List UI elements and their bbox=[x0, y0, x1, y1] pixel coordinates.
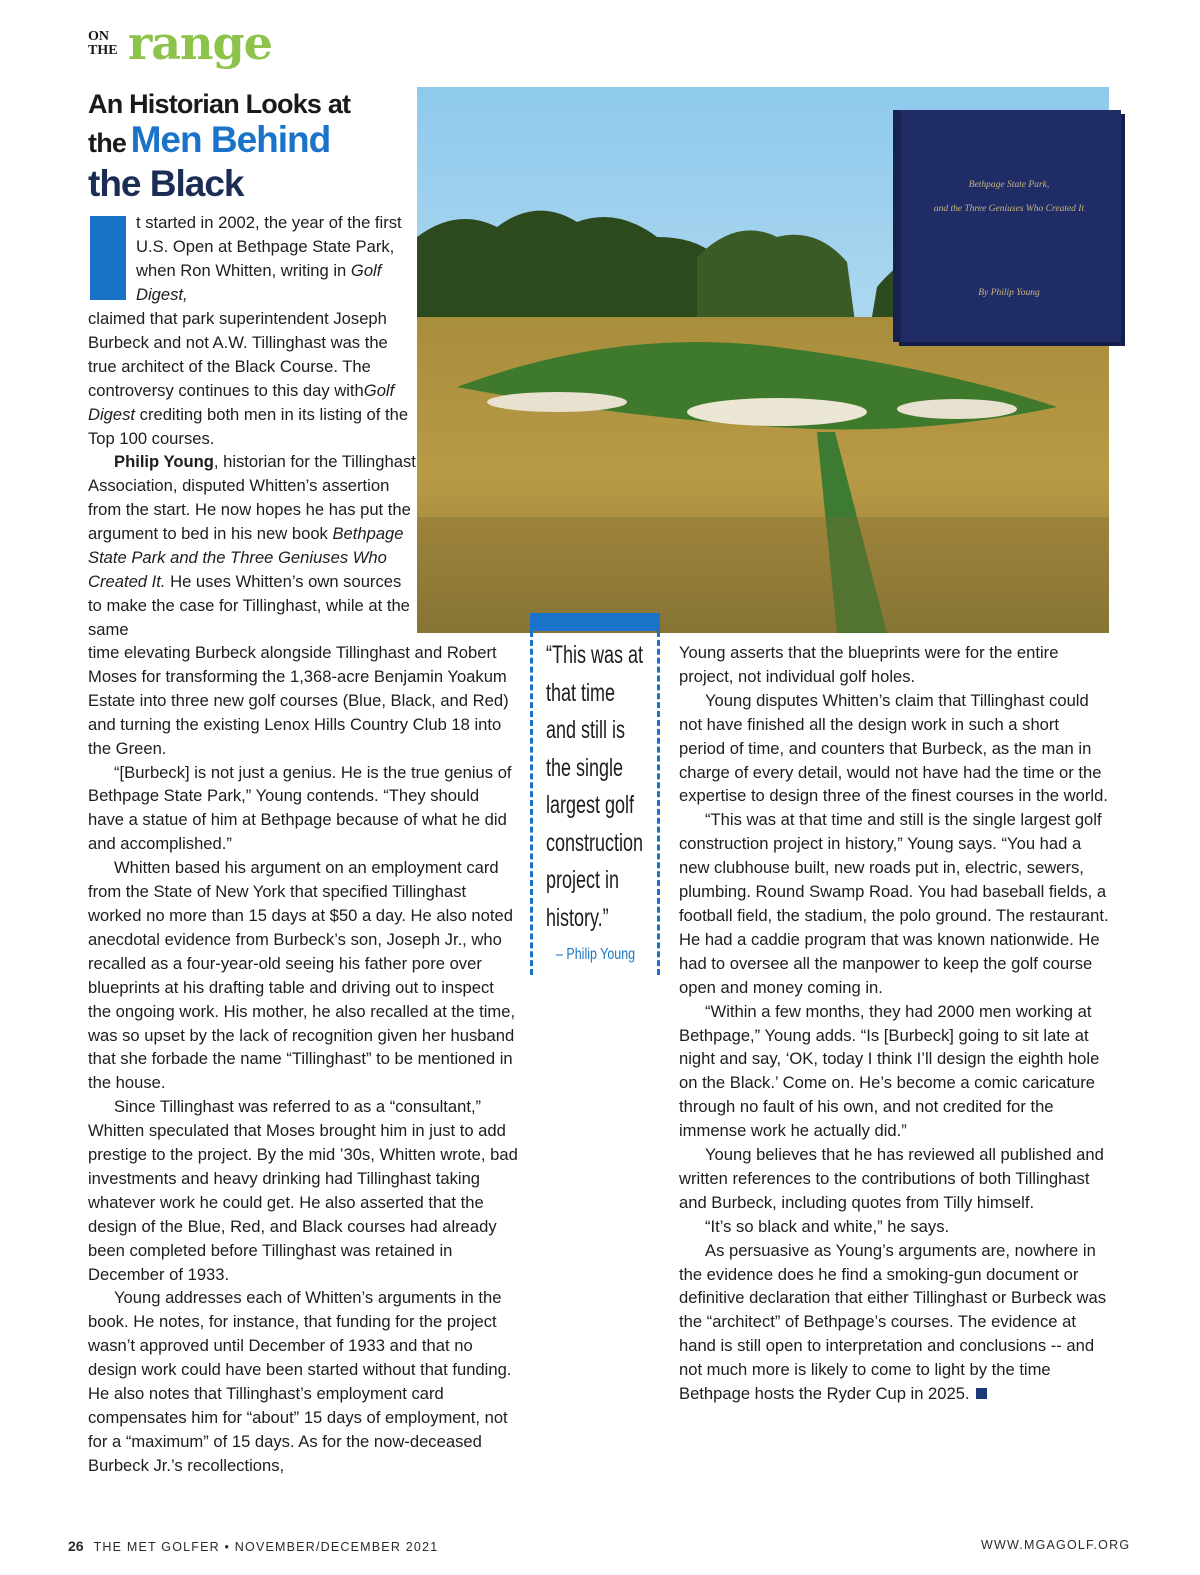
intro-italic-golf-digest-2: Golf Digest bbox=[88, 380, 395, 424]
pull-quote-right-rule bbox=[657, 631, 660, 975]
col2-paragraph: “This was at that time and still is the single largest golf construction project in history,” Young says. “You had a new clubhouse built, new roads put in, electric, sewers, plumbing. Round Swamp Road. You had baseball fields, a football field, the stadium, the polo ground. The restaurant. He had a caddie program that was known nationwide. He had to oversee all the manpower to keep the golf course open and money coming in. bbox=[679, 810, 1109, 997]
page-number: 26 bbox=[68, 1538, 84, 1554]
col2-paragraph: Young asserts that the blueprints were for the entire project, not individual golf holes. bbox=[679, 643, 1059, 686]
pull-quote-line: project in bbox=[546, 866, 620, 894]
intro-paragraph-continued bbox=[88, 307, 418, 450]
pull-quote-line: the single bbox=[546, 753, 624, 782]
paragraph-text: He uses Whitten’s own sources to make the case for Tillinghast, while at the same bbox=[88, 571, 410, 639]
headline-line3: the Black bbox=[88, 163, 244, 204]
col2-paragraph: “It’s so black and white,” he says. bbox=[705, 1216, 950, 1236]
section-label bbox=[88, 16, 348, 77]
book-author: By Philip Young bbox=[978, 288, 1040, 298]
col1-paragraph: Whitten based his argument on an employment card from the State of New York that specified Tillinghast worked no more than 15 days at $50 a day. He also noted anecdotal evidence from Burbeck’s son, Joseph Jr., who recalled as a four-year-old seeing his father pore over blueprints at his drafting table and driving out to inspect the ongoing work. His mother, he also recalled at the time, was so upset by the lack of recognition given her husband that she forbade the name “Tillinghast” to be mentioned in the house. bbox=[88, 858, 516, 1093]
paragraph-text: , historian for the Tillinghast Association, disputed Whitten’s assertion from the start. He now hopes he has put the argument to bed in his new book bbox=[88, 452, 416, 544]
column-2 bbox=[679, 641, 1109, 1406]
intro-paragraph-start bbox=[136, 211, 416, 307]
drop-cap bbox=[90, 216, 126, 300]
book-title-italic: Bethpage State Park and the Three Geniuses Who Created It. bbox=[88, 524, 404, 591]
paragraph-philip-young-continued bbox=[88, 641, 518, 761]
pull-quote-attribution: – Philip Young bbox=[556, 946, 636, 963]
end-mark-icon bbox=[976, 1388, 987, 1399]
headline-the: the bbox=[88, 128, 127, 158]
col2-paragraph: “Within a few months, they had 2000 men working at Bethpage,” Young adds. “Is [Burbeck] going to sit late at night and say, ‘OK, today I think I’ll design the eighth hole on the Black.’ Come on. He’s become a comic caricature through no fault of his own, and not credited for the immense work he actually did.” bbox=[679, 1001, 1100, 1141]
book-cover bbox=[893, 110, 1125, 346]
intro-text: crediting both men in its listing of the Top 100 courses. bbox=[88, 404, 409, 448]
pull-quote-line: “This was at bbox=[546, 641, 644, 669]
publication-line: THE MET GOLFER • NOVEMBER/DECEMBER 2021 bbox=[93, 1540, 439, 1554]
pull-quote-left-rule bbox=[530, 631, 533, 975]
col1-paragraph: Young addresses each of Whitten’s arguments in the book. He notes, for instance, that funding for the project wasn’t approved until December of 1933 and that no design work could have been started without that funding. He also notes that Tillinghast’s employment card compensates him for “about” 15 days of employment, not for a “maximum” of 15 days. As for the now-deceased Burbeck Jr.’s recollections, bbox=[88, 1288, 512, 1475]
pull-quote-line: construction bbox=[546, 828, 644, 857]
pull-quote bbox=[530, 613, 660, 975]
section-range: range bbox=[128, 16, 272, 70]
pull-quote-line: history.” bbox=[546, 903, 609, 932]
footer-website: WWW.MGAGOLF.ORG bbox=[981, 1538, 1131, 1552]
name-philip-young: Philip Young bbox=[114, 452, 214, 472]
section-on: ON bbox=[88, 29, 109, 44]
intro-italic-golf-digest: Golf Digest, bbox=[136, 260, 382, 304]
book-title-line2: and the Three Geniuses Who Created It bbox=[933, 204, 1085, 214]
col2-paragraph: As persuasive as Young’s arguments are, nowhere in the evidence does he find a smoking-gun document or definitive declaration that either Tillinghast or Burbeck was the “architect” of Bethpage’s courses. The evidence at hand is still open to interpretation and conclusions -- and not much more is likely to come to light by the time Bethpage hosts the Ryder Cup in 2025. bbox=[679, 1240, 1107, 1404]
paragraph-philip-young bbox=[88, 450, 418, 641]
pull-quote-line: that time bbox=[546, 678, 616, 707]
col2-paragraph: Young disputes Whitten’s claim that Tillinghast could not have finished all the design work in such a short period of time, and counters that Burbeck, as the man in charge of every detail, would not have had the time or the expertise to design three of the finest courses in the world. bbox=[679, 690, 1108, 806]
col2-paragraph: Young believes that he has reviewed all published and written references to the contributions of both Tillinghast and Burbeck, including quotes from Tilly himself. bbox=[679, 1145, 1104, 1212]
pull-quote-text bbox=[546, 637, 654, 937]
headline-line1: An Historian Looks at bbox=[88, 89, 351, 119]
paragraph-text: time elevating Burbeck alongside Tillinghast and Robert Moses for transforming the 1,368-acre Benjamin Yoakum Estate into three new golf courses (Blue, Black, and Red) and turning the existing Lenox Hills Country Club 18 into the Green. bbox=[88, 643, 509, 758]
pull-quote-bar bbox=[530, 613, 660, 631]
intro-text: t started in 2002, the year of the first U.S. Open at Bethpage State Park, when Ron Whitten, writing in bbox=[136, 213, 402, 280]
headline-blue: Men Behind bbox=[130, 119, 331, 160]
pull-quote-line: and still is bbox=[546, 716, 626, 744]
column-1-upper bbox=[88, 307, 418, 642]
footer-left bbox=[68, 1538, 438, 1554]
pull-quote-line: largest golf bbox=[546, 791, 635, 819]
intro-text-1 bbox=[136, 213, 402, 304]
book-title-line1: Bethpage State Park, bbox=[968, 180, 1050, 190]
col1-paragraph: Since Tillinghast was referred to as a “consultant,” Whitten speculated that Moses brought him in just to add prestige to the project. By the mid ’30s, Whitten wrote, bad investments and heavy drinking had Tillinghast taking whatever work he could get. He also asserted that the design of the Blue, Red, and Black courses had already been completed before Tillinghast was retained in December of 1933. bbox=[88, 1097, 518, 1284]
col1-paragraph: “[Burbeck] is not just a genius. He is the true genius of Bethpage State Park,” Young contends. “They should have a statue of him at Bethpage because of what he did and accomplished.” bbox=[88, 762, 512, 854]
section-the: THE bbox=[88, 43, 118, 58]
column-1-lower bbox=[88, 641, 518, 1478]
headline bbox=[88, 86, 408, 202]
intro-text: claimed that park superintendent Joseph Burbeck and not A.W. Tillinghast was the true architect of the Black Course. The controversy continues to this day with bbox=[88, 309, 388, 400]
